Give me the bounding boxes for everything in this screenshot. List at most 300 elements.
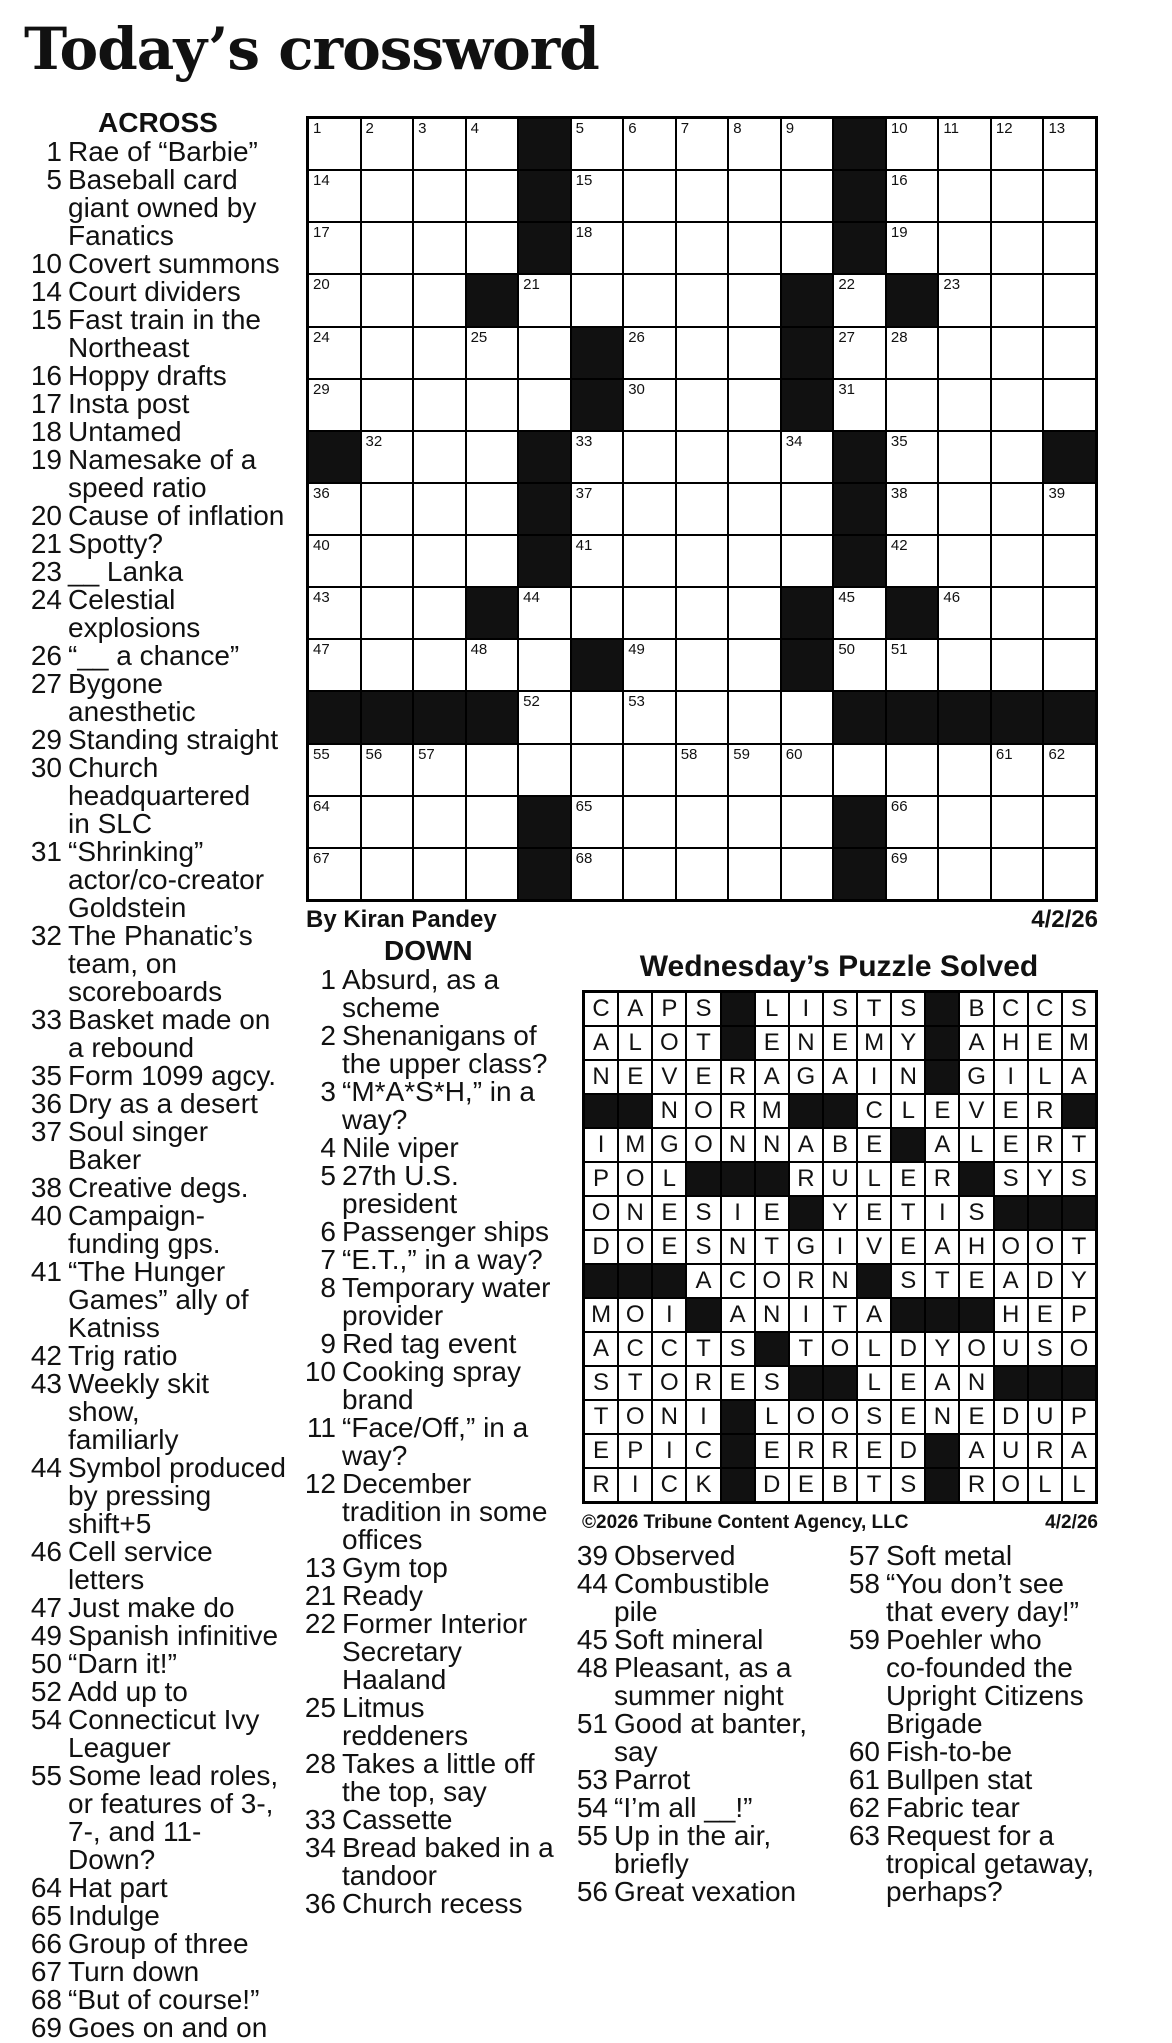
grid-cell[interactable] (362, 171, 413, 221)
grid-cell[interactable] (992, 223, 1043, 273)
solution-letter: T (687, 1333, 719, 1365)
across-clue-10[interactable] (26, 250, 288, 278)
solution-letter: P (1063, 1299, 1095, 1331)
clue-text (68, 1454, 288, 1538)
grid-cell[interactable] (624, 745, 675, 795)
clue-number: 40 (30, 1200, 62, 1231)
down-clue-10[interactable] (300, 1358, 570, 1414)
grid-cell[interactable] (939, 223, 990, 273)
clue-number: 64 (30, 1872, 62, 1903)
page-title: Today’s crossword (24, 15, 599, 83)
grid-cell[interactable] (677, 328, 728, 378)
grid-cell[interactable] (309, 640, 360, 690)
across-clue-64[interactable] (26, 1874, 288, 1902)
grid-cell[interactable] (992, 171, 1043, 221)
grid-cell[interactable] (309, 328, 360, 378)
grid-cell[interactable] (467, 640, 518, 690)
grid-cell[interactable] (887, 171, 938, 221)
across-clue-50[interactable] (26, 1650, 288, 1678)
grid-cell[interactable] (1044, 171, 1095, 221)
down-clue-53[interactable] (572, 1766, 842, 1794)
grid-cell[interactable] (414, 119, 465, 169)
grid-cell[interactable] (572, 171, 623, 221)
grid-cell[interactable] (467, 536, 518, 586)
across-clue-17[interactable] (26, 390, 288, 418)
clue-line: Some lead roles, (68, 1760, 279, 1791)
grid-cell[interactable] (414, 432, 465, 482)
grid-cell[interactable] (467, 432, 518, 482)
grid-cell[interactable] (362, 275, 413, 325)
clue-line: Symbol produced (68, 1452, 286, 1483)
grid-cell[interactable] (729, 275, 780, 325)
cell-number: 34 (785, 432, 803, 450)
grid-cell[interactable] (677, 171, 728, 221)
grid-cell[interactable] (467, 849, 518, 899)
clue-line: Fast train in the (68, 304, 261, 335)
black-square (834, 849, 885, 899)
grid-cell[interactable] (1044, 849, 1095, 899)
down-clue-51[interactable] (572, 1710, 842, 1766)
grid-cell[interactable] (467, 119, 518, 169)
across-clue-14[interactable] (26, 278, 288, 306)
grid-cell[interactable] (782, 171, 833, 221)
grid-cell[interactable] (414, 380, 465, 430)
down-clue-34[interactable] (300, 1834, 570, 1890)
grid-cell[interactable] (572, 119, 623, 169)
grid-cell[interactable] (1044, 745, 1095, 795)
grid-cell[interactable] (572, 849, 623, 899)
grid-cell[interactable] (362, 119, 413, 169)
cell-number: 67 (313, 849, 330, 867)
grid-cell[interactable] (624, 432, 675, 482)
clue-line: Weekly skit show, (68, 1368, 210, 1427)
across-clue-43[interactable] (26, 1370, 288, 1454)
grid-cell[interactable] (729, 380, 780, 430)
clue-number: 7 (320, 1244, 336, 1275)
grid-cell[interactable] (834, 588, 885, 638)
grid-cell[interactable] (887, 640, 938, 690)
down-clue-39[interactable] (572, 1542, 842, 1570)
grid-cell[interactable] (362, 745, 413, 795)
grid-cell[interactable] (677, 432, 728, 482)
grid-cell[interactable] (519, 640, 570, 690)
grid-cell[interactable] (572, 745, 623, 795)
solution-letter: A (926, 1231, 958, 1263)
grid-cell[interactable] (624, 380, 675, 430)
solution-letter: R (926, 1163, 958, 1195)
across-clue-69[interactable] (26, 2014, 288, 2042)
down-clue-60[interactable] (844, 1738, 1124, 1766)
grid-cell[interactable] (939, 275, 990, 325)
grid-cell[interactable] (992, 328, 1043, 378)
grid-cell[interactable] (362, 849, 413, 899)
grid-cell[interactable] (992, 536, 1043, 586)
grid-cell[interactable] (729, 119, 780, 169)
cell-number: 4 (470, 120, 479, 137)
grid-cell[interactable] (834, 745, 885, 795)
grid-cell[interactable] (362, 484, 413, 534)
down-clue-48[interactable] (572, 1654, 842, 1710)
grid-cell[interactable] (729, 849, 780, 899)
grid-cell[interactable] (729, 797, 780, 847)
down-clue-7[interactable] (300, 1246, 570, 1274)
grid-cell[interactable] (939, 640, 990, 690)
grid-cell[interactable] (467, 380, 518, 430)
down-clue-6[interactable] (300, 1218, 570, 1246)
down-clue-9[interactable] (300, 1330, 570, 1358)
grid-cell[interactable] (887, 484, 938, 534)
grid-cell[interactable] (414, 849, 465, 899)
grid-cell[interactable] (1044, 328, 1095, 378)
grid-cell[interactable] (782, 484, 833, 534)
grid-cell[interactable] (1044, 536, 1095, 586)
grid-cell[interactable] (677, 797, 728, 847)
grid-cell[interactable] (1044, 484, 1095, 534)
across-clue-47[interactable] (26, 1594, 288, 1622)
solution-letter: G (653, 1129, 685, 1161)
grid-cell[interactable] (624, 692, 675, 742)
grid-cell[interactable] (572, 275, 623, 325)
grid-cell[interactable] (1044, 797, 1095, 847)
grid-cell[interactable] (309, 223, 360, 273)
clue-number: 29 (30, 724, 62, 755)
grid-cell[interactable] (677, 692, 728, 742)
grid-cell[interactable] (572, 797, 623, 847)
grid-cell[interactable] (939, 797, 990, 847)
grid-cell[interactable] (939, 171, 990, 221)
grid-cell[interactable] (992, 432, 1043, 482)
down-clue-63[interactable] (844, 1822, 1124, 1906)
grid-cell[interactable] (309, 171, 360, 221)
down-clue-5[interactable] (300, 1162, 570, 1218)
grid-cell[interactable] (677, 640, 728, 690)
grid-cell[interactable] (624, 588, 675, 638)
grid-cell[interactable] (362, 640, 413, 690)
across-clue-66[interactable] (26, 1930, 288, 1958)
down-clue-22[interactable] (300, 1610, 570, 1694)
grid-cell[interactable] (939, 849, 990, 899)
grid-cell[interactable] (677, 849, 728, 899)
grid-cell[interactable] (729, 328, 780, 378)
grid-cell[interactable] (729, 171, 780, 221)
grid-cell[interactable] (677, 119, 728, 169)
grid-cell[interactable] (677, 588, 728, 638)
grid-cell[interactable] (887, 119, 938, 169)
solution-letter: I (858, 1061, 890, 1093)
grid-cell[interactable] (362, 536, 413, 586)
grid-cell[interactable] (782, 432, 833, 482)
grid-cell[interactable] (834, 275, 885, 325)
grid-cell[interactable] (1044, 380, 1095, 430)
solution-letter: N (824, 1265, 856, 1297)
grid-cell[interactable] (729, 640, 780, 690)
grid-cell[interactable] (729, 745, 780, 795)
grid-cell[interactable] (309, 536, 360, 586)
across-clue-23[interactable] (26, 558, 288, 586)
grid-cell[interactable] (834, 380, 885, 430)
grid-cell[interactable] (624, 797, 675, 847)
across-clue-32[interactable] (26, 922, 288, 1006)
down-clue-3[interactable] (300, 1078, 570, 1134)
down-clue-28[interactable] (300, 1750, 570, 1806)
down-clue-12[interactable] (300, 1470, 570, 1554)
grid-cell[interactable] (624, 275, 675, 325)
grid-cell[interactable] (309, 745, 360, 795)
down-clue-36[interactable] (300, 1890, 570, 1918)
solution-letter: T (756, 1231, 788, 1263)
grid-cell[interactable] (414, 223, 465, 273)
grid-cell[interactable] (309, 588, 360, 638)
grid-cell[interactable] (782, 745, 833, 795)
down-clue-13[interactable] (300, 1554, 570, 1582)
grid-cell[interactable] (467, 223, 518, 273)
grid-cell[interactable] (467, 745, 518, 795)
grid-cell[interactable] (362, 223, 413, 273)
grid-cell[interactable] (677, 484, 728, 534)
grid-cell[interactable] (572, 484, 623, 534)
down-clue-44[interactable] (572, 1570, 842, 1626)
down-clue-4[interactable] (300, 1134, 570, 1162)
grid-cell[interactable] (467, 171, 518, 221)
grid-cell[interactable] (414, 484, 465, 534)
grid-cell[interactable] (414, 745, 465, 795)
grid-cell[interactable] (309, 484, 360, 534)
grid-cell[interactable] (677, 380, 728, 430)
grid-cell[interactable] (782, 797, 833, 847)
grid-cell[interactable] (939, 484, 990, 534)
across-clue-65[interactable] (26, 1902, 288, 1930)
across-clue-16[interactable] (26, 362, 288, 390)
grid-cell[interactable] (939, 588, 990, 638)
grid-cell[interactable] (1044, 223, 1095, 273)
grid-cell[interactable] (992, 797, 1043, 847)
grid-cell[interactable] (939, 536, 990, 586)
grid-cell[interactable] (362, 380, 413, 430)
grid-cell[interactable] (519, 275, 570, 325)
clue-text (614, 1794, 842, 1822)
grid-cell[interactable] (887, 536, 938, 586)
down-clue-61[interactable] (844, 1766, 1124, 1794)
across-clue-35[interactable] (26, 1062, 288, 1090)
grid-cell[interactable] (519, 745, 570, 795)
grid-cell[interactable] (572, 432, 623, 482)
across-clue-30[interactable] (26, 754, 288, 838)
across-clue-20[interactable] (26, 502, 288, 530)
grid-cell[interactable] (1044, 640, 1095, 690)
grid-cell[interactable] (677, 275, 728, 325)
grid-cell[interactable] (519, 588, 570, 638)
grid-cell[interactable] (939, 432, 990, 482)
grid-cell[interactable] (572, 692, 623, 742)
cell-number: 15 (575, 172, 593, 190)
grid-cell[interactable] (572, 536, 623, 586)
grid-cell[interactable] (992, 588, 1043, 638)
down-clue-62[interactable] (844, 1794, 1124, 1822)
grid-cell[interactable] (782, 119, 833, 169)
grid-cell[interactable] (414, 588, 465, 638)
grid-cell[interactable] (362, 797, 413, 847)
grid-cell[interactable] (1044, 119, 1095, 169)
across-clue-42[interactable] (26, 1342, 288, 1370)
grid-cell[interactable] (1044, 588, 1095, 638)
grid-cell[interactable] (414, 328, 465, 378)
grid-cell[interactable] (782, 849, 833, 899)
clue-text (342, 1554, 570, 1582)
solution-letter: N (585, 1061, 617, 1093)
grid-cell[interactable] (992, 119, 1043, 169)
down-clue-21[interactable] (300, 1582, 570, 1610)
solution-letter: N (653, 1401, 685, 1433)
grid-cell[interactable] (309, 849, 360, 899)
across-clue-26[interactable] (26, 642, 288, 670)
across-clue-52[interactable] (26, 1678, 288, 1706)
across-clue-24[interactable] (26, 586, 288, 642)
grid-cell[interactable] (624, 849, 675, 899)
grid-cell[interactable] (677, 536, 728, 586)
grid-cell[interactable] (782, 692, 833, 742)
grid-cell[interactable] (467, 328, 518, 378)
across-clue-21[interactable] (26, 530, 288, 558)
grid-cell[interactable] (519, 692, 570, 742)
clue-number: 12 (304, 1468, 336, 1499)
across-clue-15[interactable] (26, 306, 288, 362)
grid-cell[interactable] (939, 745, 990, 795)
solved-grid (582, 990, 1098, 1504)
grid-cell[interactable] (992, 745, 1043, 795)
across-clue-46[interactable] (26, 1538, 288, 1594)
grid-cell[interactable] (887, 849, 938, 899)
grid-cell[interactable] (887, 745, 938, 795)
grid-cell[interactable] (624, 119, 675, 169)
across-clue-33[interactable] (26, 1006, 288, 1062)
down-clue-8[interactable] (300, 1274, 570, 1330)
grid-cell[interactable] (992, 275, 1043, 325)
grid-cell[interactable] (887, 797, 938, 847)
down-clue-2[interactable] (300, 1022, 570, 1078)
across-clue-49[interactable] (26, 1622, 288, 1650)
down-clue-59[interactable] (844, 1626, 1124, 1738)
grid-cell[interactable] (1044, 275, 1095, 325)
grid-cell[interactable] (729, 223, 780, 273)
across-clue-37[interactable] (26, 1118, 288, 1174)
grid-cell[interactable] (414, 797, 465, 847)
grid-cell[interactable] (624, 328, 675, 378)
down-clue-45[interactable] (572, 1626, 842, 1654)
across-clue-41[interactable] (26, 1258, 288, 1342)
grid-cell[interactable] (887, 380, 938, 430)
clue-line: offices (342, 1524, 423, 1555)
grid-cell[interactable] (467, 797, 518, 847)
grid-cell[interactable] (519, 380, 570, 430)
across-clue-68[interactable] (26, 1986, 288, 2014)
grid-cell[interactable] (624, 171, 675, 221)
grid-cell[interactable] (677, 223, 728, 273)
grid-cell[interactable] (362, 432, 413, 482)
down-clue-54[interactable] (572, 1794, 842, 1822)
grid-cell[interactable] (624, 484, 675, 534)
grid-cell[interactable] (414, 640, 465, 690)
grid-cell[interactable] (887, 432, 938, 482)
down-clue-56[interactable] (572, 1878, 842, 1906)
across-clue-55[interactable] (26, 1762, 288, 1874)
grid-cell[interactable] (729, 588, 780, 638)
grid-cell[interactable] (782, 536, 833, 586)
across-clue-5[interactable] (26, 166, 288, 250)
grid-cell[interactable] (834, 640, 885, 690)
cell-number: 53 (628, 693, 645, 711)
clue-text (342, 1162, 570, 1218)
down-clue-58[interactable] (844, 1570, 1124, 1626)
grid-cell[interactable] (362, 588, 413, 638)
grid-cell[interactable] (414, 171, 465, 221)
grid-cell[interactable] (729, 692, 780, 742)
crossword-grid[interactable] (306, 116, 1098, 902)
down-clue-11[interactable] (300, 1414, 570, 1470)
across-clue-44[interactable] (26, 1454, 288, 1538)
across-clue-18[interactable] (26, 418, 288, 446)
grid-cell[interactable] (887, 223, 938, 273)
across-clue-1[interactable] (26, 138, 288, 166)
grid-cell[interactable] (309, 797, 360, 847)
grid-cell[interactable] (624, 536, 675, 586)
grid-cell[interactable] (624, 640, 675, 690)
down-clue-57[interactable] (844, 1542, 1124, 1570)
grid-cell[interactable] (572, 223, 623, 273)
across-clue-29[interactable] (26, 726, 288, 754)
grid-cell[interactable] (309, 119, 360, 169)
across-clue-40[interactable] (26, 1202, 288, 1258)
black-square (782, 640, 833, 690)
grid-cell[interactable] (992, 640, 1043, 690)
down-clue-33[interactable] (300, 1806, 570, 1834)
grid-cell[interactable] (467, 484, 518, 534)
grid-cell[interactable] (834, 328, 885, 378)
across-clue-31[interactable] (26, 838, 288, 922)
black-square (722, 1435, 754, 1467)
down-clue-25[interactable] (300, 1694, 570, 1750)
across-clue-38[interactable] (26, 1174, 288, 1202)
grid-cell[interactable] (414, 536, 465, 586)
across-clue-36[interactable] (26, 1090, 288, 1118)
across-clue-27[interactable] (26, 670, 288, 726)
grid-cell[interactable] (624, 223, 675, 273)
grid-cell[interactable] (992, 484, 1043, 534)
grid-cell[interactable] (309, 275, 360, 325)
grid-cell[interactable] (729, 536, 780, 586)
down-clue-55[interactable] (572, 1822, 842, 1878)
grid-cell[interactable] (887, 328, 938, 378)
across-clue-19[interactable] (26, 446, 288, 502)
grid-cell[interactable] (572, 588, 623, 638)
grid-cell[interactable] (992, 849, 1043, 899)
grid-cell[interactable] (519, 328, 570, 378)
down-clue-1[interactable] (300, 966, 570, 1022)
grid-cell[interactable] (309, 380, 360, 430)
grid-cell[interactable] (939, 380, 990, 430)
across-clue-67[interactable] (26, 1958, 288, 1986)
grid-cell[interactable] (992, 380, 1043, 430)
clue-text (614, 1710, 842, 1766)
grid-cell[interactable] (782, 223, 833, 273)
grid-cell[interactable] (729, 484, 780, 534)
grid-cell[interactable] (414, 275, 465, 325)
across-clue-54[interactable] (26, 1706, 288, 1762)
grid-cell[interactable] (677, 745, 728, 795)
grid-cell[interactable] (939, 119, 990, 169)
grid-cell[interactable] (362, 328, 413, 378)
grid-cell[interactable] (939, 328, 990, 378)
grid-cell[interactable] (729, 432, 780, 482)
